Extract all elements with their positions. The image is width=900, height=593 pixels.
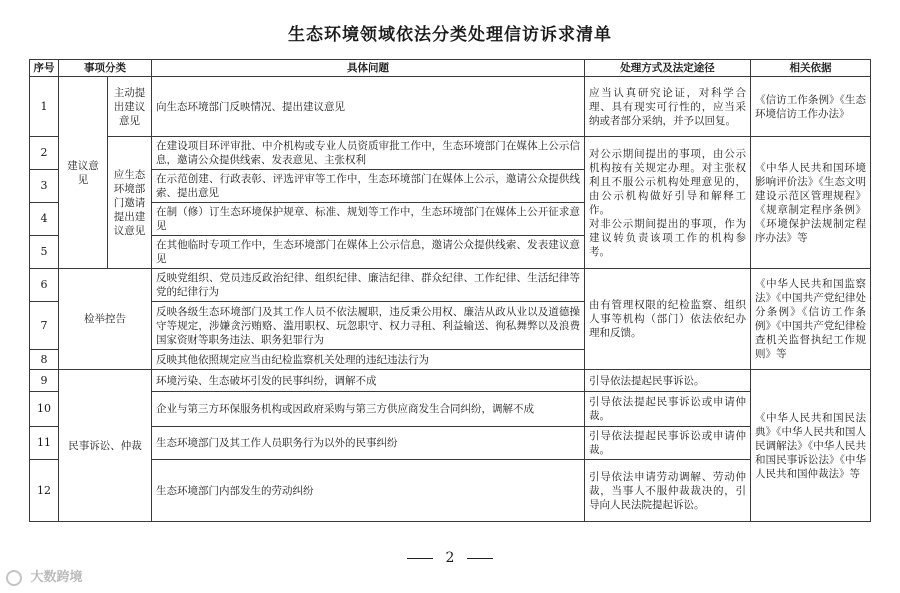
category-suggestion: 建议意见	[59, 77, 108, 269]
row-issue: 反映其他依照规定应当由纪检监察机关处理的违纪违法行为	[152, 350, 585, 370]
row-issue: 反映各级生态环境部门及其工作人员不依法履职，违反秉公用权、廉洁从政从业以及道德操守等规定，涉嫌贪污贿赂、滥用职权、玩忽职守、权力寻租、利益输送、徇私舞弊以及浪费国家资财等职务违法、职务犯罪行为	[152, 302, 585, 350]
row-seq: 8	[30, 350, 59, 370]
header-method: 处理方式及法定途径	[585, 60, 751, 77]
row-method: 引导依法提起民事诉讼。	[585, 370, 751, 392]
row-issue: 反映党组织、党员违反政治纪律、组织纪律、廉洁纪律、群众纪律、工作纪律、生活纪律等党的纪律行为	[152, 269, 585, 302]
row-issue: 在制（修）订生态环境保护规章、标准、规划等工作中，生态环境部门在媒体上公开征求意见	[152, 203, 585, 236]
row-seq: 12	[30, 460, 59, 522]
page-footer	[0, 550, 900, 566]
subcategory-active: 主动提出建议意见	[108, 77, 152, 137]
row-seq: 9	[30, 370, 59, 392]
watermark-text: 大数跨境	[30, 570, 83, 585]
header-issue: 具体问题	[152, 60, 585, 77]
header-seq: 序号	[30, 60, 59, 77]
page-number: 2	[445, 550, 455, 566]
row-issue: 在其他临时专项工作中，生态环境部门在媒体上公示信息，邀请公众提供线索、发表建议意见	[152, 236, 585, 269]
row-issue: 生态环境部门及其工作人员职务行为以外的民事纠纷	[152, 427, 585, 460]
row-basis: 《信访工作条例》《生态环境信访工作办法》	[751, 77, 871, 137]
row-issue: 在示范创建、行政表彰、评选评审等工作中，生态环境部门在媒体上公示，邀请公众提供线索、提出意见	[152, 170, 585, 203]
row-seq: 10	[30, 392, 59, 427]
row-seq: 11	[30, 427, 59, 460]
header-row	[30, 60, 871, 77]
row-issue: 在建设项目环评审批、中介机构或专业人员资质审批工作中，生态环境部门在媒体上公示信息，邀请公众提供线索、发表意见、主张权利	[152, 137, 585, 170]
row-seq: 2	[30, 137, 59, 170]
row-method: 引导依法提起民事诉讼或申请仲裁。	[585, 427, 751, 460]
watermark-logo-icon	[6, 570, 22, 586]
table-row	[30, 392, 871, 427]
category-report: 检举控告	[59, 269, 152, 370]
watermark	[6, 566, 83, 586]
row-basis: 《中华人民共和国民法典》《中华人民共和国人民调解法》《中华人民共和国民事诉讼法》《中华人民共和国仲裁法》等	[751, 370, 871, 522]
category-civil: 民事诉讼、仲裁	[59, 370, 152, 522]
row-issue: 环境污染、生态破坏引发的民事纠纷，调解不成	[152, 370, 585, 392]
row-method: 引导依法提起民事诉讼或申请仲裁。	[585, 392, 751, 427]
row-method: 引导依法申请劳动调解、劳动仲裁，当事人不服仲裁裁决的，引导向人民法院提起诉讼。	[585, 460, 751, 522]
footer-dash-left	[407, 558, 433, 559]
table-row	[30, 269, 871, 302]
row-issue: 生态环境部门内部发生的劳动纠纷	[152, 460, 585, 522]
row-seq: 5	[30, 236, 59, 269]
row-basis: 《中华人民共和国环境影响评价法》《生态文明建设示范区管理规程》《规章制定程序条例》《环境保护法规制定程序办法》等	[751, 137, 871, 269]
row-seq: 6	[30, 269, 59, 302]
row-seq: 7	[30, 302, 59, 350]
table-row	[30, 137, 871, 170]
row-seq: 1	[30, 77, 59, 137]
footer-dash-right	[467, 558, 493, 559]
page-title: 生态环境领域依法分类处理信访诉求清单	[288, 25, 612, 45]
row-basis: 《中华人民共和国监察法》《中国共产党纪律处分条例》《信访工作条例》《中国共产党纪律检查机关监督执纪工作规则》等	[751, 269, 871, 370]
table-row	[30, 460, 871, 522]
row-method: 应当认真研究论证，对科学合理、具有现实可行性的，应当采纳或者部分采纳，并予以回复。	[585, 77, 751, 137]
table-row	[30, 427, 871, 460]
row-seq: 4	[30, 203, 59, 236]
table-row	[30, 77, 871, 137]
subcategory-invited: 应生态环境部门邀请提出建议意见	[108, 137, 152, 269]
row-method: 由有管理权限的纪检监察、组织人事等机构（部门）依法依纪办理和反馈。	[585, 269, 751, 370]
row-issue: 企业与第三方环保服务机构或因政府采购与第三方供应商发生合同纠纷，调解不成	[152, 392, 585, 427]
table-row	[30, 370, 871, 392]
header-category: 事项分类	[59, 60, 152, 77]
row-issue: 向生态环境部门反映情况、提出建议意见	[152, 77, 585, 137]
header-basis: 相关依据	[751, 60, 871, 77]
row-method: 对公示期间提出的事项，由公示机构按有关规定办理。对主张权利且不服公示机构处理意见的，由公示机构做好引导和解释工作。 对非公示期间提出的事项，作为建议转负责该项工作的机构参考。	[585, 137, 751, 269]
petition-table	[29, 59, 871, 522]
row-seq: 3	[30, 170, 59, 203]
